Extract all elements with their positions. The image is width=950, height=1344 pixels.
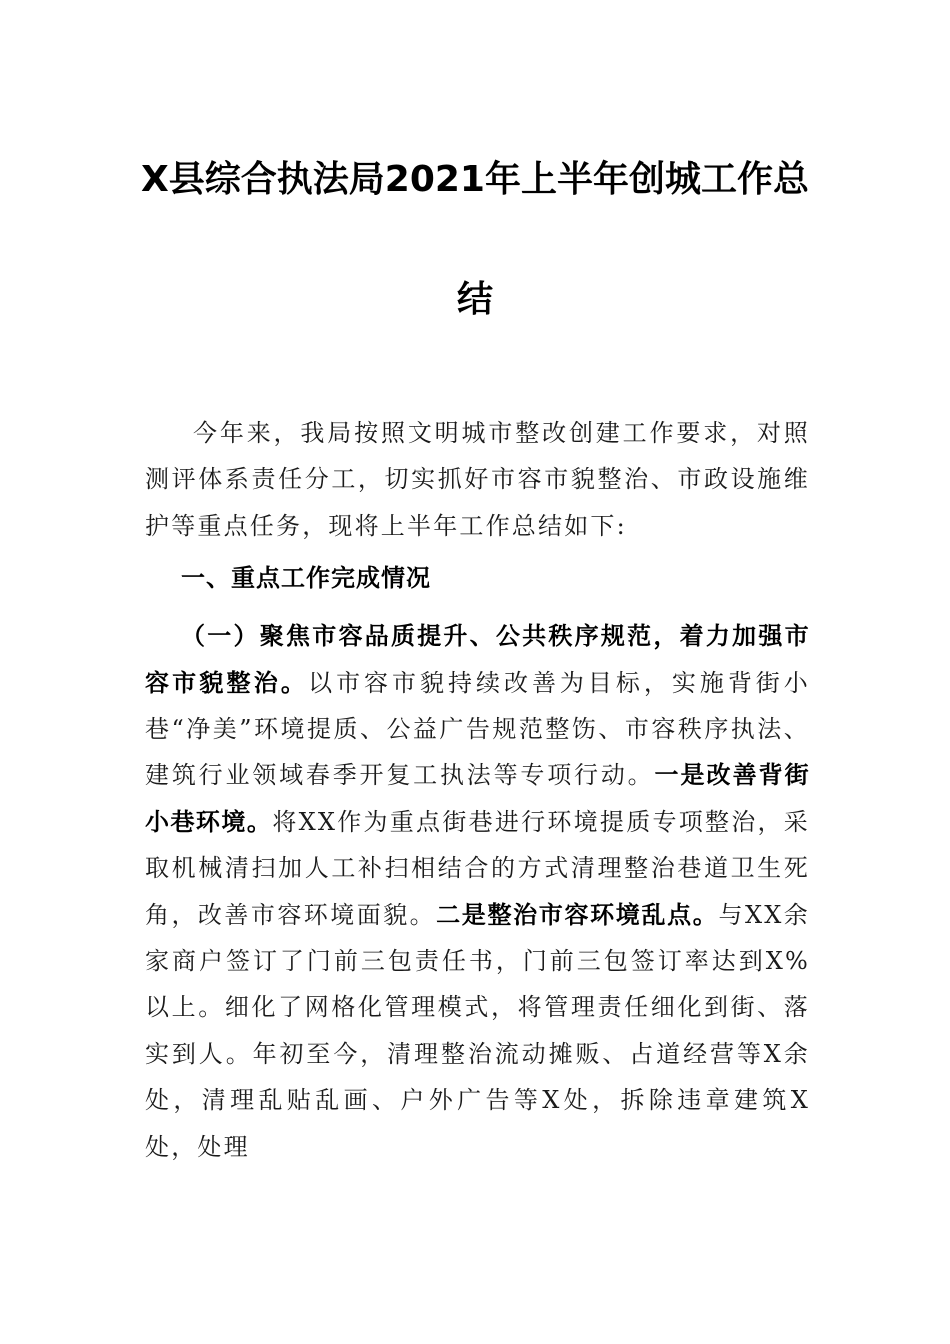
- point-one-text: 将XX作为重点街巷进行环境提质专项整治，采取机械清扫加人工补扫相结合的方式清理整治巷道卫生死角，改善市容环境面貌。: [145, 807, 811, 929]
- subsection-text-a: 以市容市貌持续改善为目标，实施背街小巷“净美”环境提质、公益广告规范整饬、市容秩序执法、建筑行业领域春季开复工执法等专项行动。: [145, 668, 810, 790]
- section-heading: 一、重点工作完成情况: [181, 564, 431, 593]
- point-two-text: 与XX余家商户签订了门前三包责任书，门前三包签订率达到X%以上。细化了网格化管理模式，将管理责任细化到街、落实到人。年初至今，清理整治流动摊贩、占道经营等X余处，清理乱贴乱画、户外广告等X处，拆除违章建筑X处，处理: [145, 900, 810, 1161]
- document-title-line-1: X县综合执法局2021年上半年创城工作总: [141, 159, 809, 200]
- document-title-line-2: 结: [456, 279, 493, 320]
- subsection-lead: （一）聚焦市容品质提升、公共秩序规范，着力加强市容市貌整治。: [145, 622, 810, 697]
- point-two-heading: 二是整治市容环境乱点。: [436, 900, 719, 929]
- document-body: [145, 410, 810, 1170]
- intro-paragraph: 今年来，我局按照文明城市整改创建工作要求，对照测评体系责任分工，切实抓好市容市貌整治、市政设施维护等重点任务，现将上半年工作总结如下:: [145, 419, 810, 540]
- point-one-heading: 一是改善背街小巷环境。: [145, 761, 810, 836]
- subsection-paragraph: [145, 613, 810, 1170]
